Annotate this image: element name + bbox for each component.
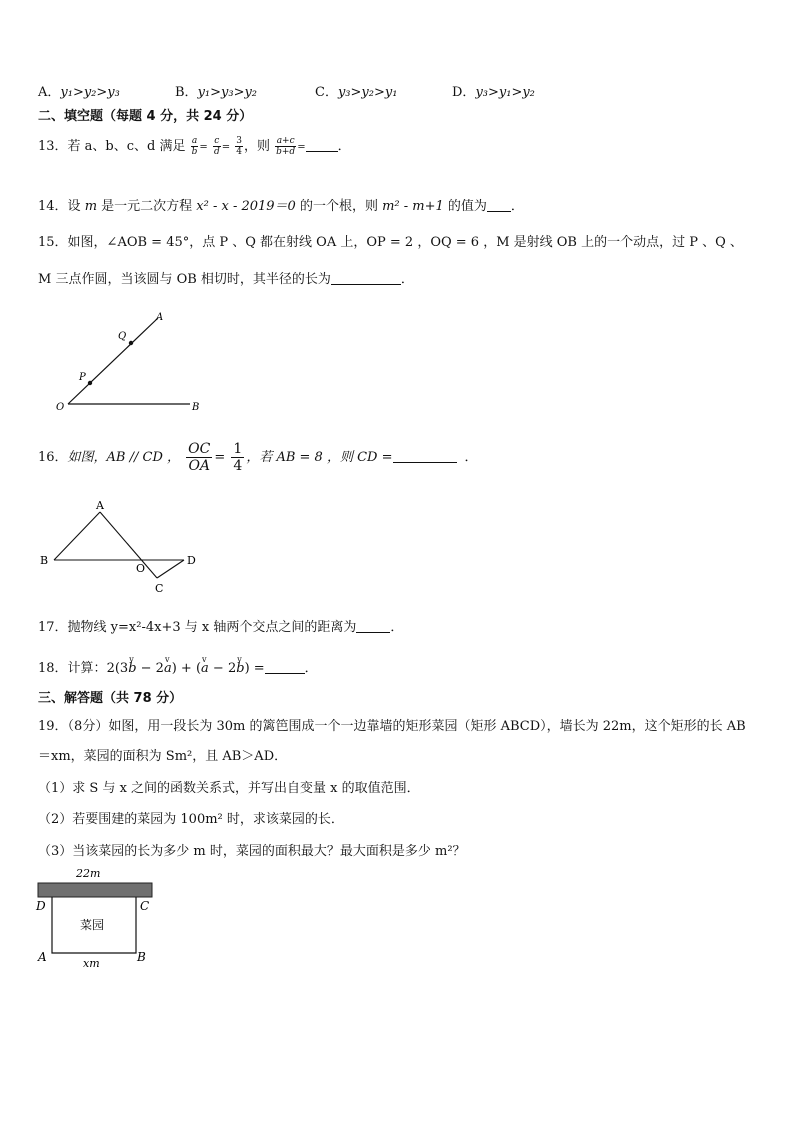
label-c: C <box>155 582 164 595</box>
segment-ba <box>54 512 100 560</box>
answer-blank-13[interactable] <box>306 138 338 152</box>
fraction-oc-oa: $\frac{OC}{OA}$ <box>188 441 211 474</box>
ray-oa <box>68 318 158 404</box>
option-a[interactable]: A．y₁>y₂>y₃ <box>38 85 120 100</box>
fraction-ac-bd: $\frac{a+c}{b+d}$ <box>276 136 296 157</box>
label-p: P <box>79 372 86 383</box>
question-15-line2: M 三点作圆，当该圆与 OB 相切时，其半径的长为 ． <box>38 272 414 287</box>
label-o: O <box>136 562 146 575</box>
question-19-part3: （3）当该菜园的长为多少 m 时，菜园的面积最大？最大面积是多少 m²？ <box>38 844 466 859</box>
option-b-text: y₁>y₃>y₂ <box>197 85 258 100</box>
vector-b: v b <box>128 660 136 678</box>
figure-angle-aob <box>50 308 220 418</box>
label-b: B <box>40 554 49 567</box>
segment-dc <box>157 560 184 578</box>
label-b: B <box>137 950 146 964</box>
answer-blank-14[interactable] <box>487 198 511 212</box>
option-d[interactable]: D．y₃>y₁>y₂ <box>452 85 535 100</box>
label-d: D <box>187 554 196 567</box>
point-q <box>129 341 133 345</box>
option-d-text: y₃>y₁>y₂ <box>475 85 535 100</box>
wall <box>38 883 152 897</box>
label-q: Q <box>118 331 127 342</box>
question-14: 14．设 m 是一元二次方程 x² - x - 2019＝0 的一个根，则 m² - m+1 的值为 ． <box>38 199 524 214</box>
q12-options <box>38 84 758 102</box>
option-a-text: y₁>y₂>y₃ <box>60 85 120 100</box>
answer-blank-17[interactable] <box>356 619 390 633</box>
figure-garden <box>34 864 164 969</box>
label-a: A <box>96 499 104 512</box>
fraction-1-4: $\frac{1}{4}$ <box>233 441 243 474</box>
section-2-title: 二、填空题（每题 4 分，共 24 分） <box>38 109 253 124</box>
figure-parallel-lines <box>36 498 206 598</box>
question-19-line1: 19．（8分）如图，用一段长为 30m 的篱笆围成一个一边靠墙的矩形菜园（矩形 ABCD），墙长为 22m，这个矩形的长 AB <box>38 719 746 734</box>
fraction-3-4: $\frac{3}{4}$ <box>236 136 242 157</box>
question-15-line1: 15．如图，∠AOB = 45°，点 P 、Q 都在射线 OA 上，OP = 2 ，OQ = 6 ，M 是射线 OB 上的一个动点，过 P 、Q 、 <box>38 235 743 250</box>
option-c-text: y₃>y₂>y₁ <box>337 85 398 100</box>
section-3-title: 三、解答题（共 78 分） <box>38 691 183 706</box>
label-b: B <box>192 402 200 413</box>
label-c: C <box>140 899 150 913</box>
fraction-a-b: $\frac{a}{b}$ <box>191 136 198 157</box>
label-wall-length: 22m <box>76 867 101 880</box>
question-13: 13．若 a、b、c、d 满足 $\frac{a}{b}$ = $\frac{c}{d}$ = $\frac{3}{4}$ ，则 $\frac{a+c}{b+d}$ = ． <box>38 136 351 157</box>
vector-b: v b <box>236 660 244 678</box>
question-16: 16．如图，AB // CD ， $\frac{OC}{OA}$ = $\frac{1}{4}$ ，若 AB = 8 ，则 CD = ． <box>38 441 478 474</box>
question-19-part1: （1）求 S 与 x 之间的函数关系式，并写出自变量 x 的取值范围． <box>38 781 420 796</box>
option-b[interactable]: B．y₁>y₃>y₂ <box>175 85 258 100</box>
question-19-line2: ＝xm，菜园的面积为 Sm²，且 AB＞AD． <box>38 749 288 764</box>
answer-blank-18[interactable] <box>265 660 305 674</box>
answer-blank-16[interactable] <box>393 449 457 463</box>
vector-a: v a <box>164 660 172 678</box>
question-18: 18．计算：2(3v b − 2v a) + (v a − 2v b) = ． <box>38 660 318 678</box>
question-17: 17．抛物线 y=x²-4x+3 与 x 轴两个交点之间的距离为 ． <box>38 620 404 635</box>
fraction-c-d: $\frac{c}{d}$ <box>213 136 220 157</box>
label-a: A <box>156 312 164 323</box>
option-c[interactable]: C．y₃>y₂>y₁ <box>315 85 398 100</box>
point-p <box>88 381 92 385</box>
answer-blank-15[interactable] <box>331 271 401 285</box>
question-19-part2: （2）若要围建的菜园为 100m² 时，求该菜园的长． <box>38 812 344 827</box>
label-garden: 菜园 <box>80 918 105 932</box>
label-d: D <box>36 899 46 913</box>
vector-a: v a <box>201 660 209 678</box>
segment-ac <box>100 512 157 578</box>
label-a: A <box>38 950 47 964</box>
label-xm: xm <box>83 957 100 969</box>
label-o: O <box>56 402 65 413</box>
